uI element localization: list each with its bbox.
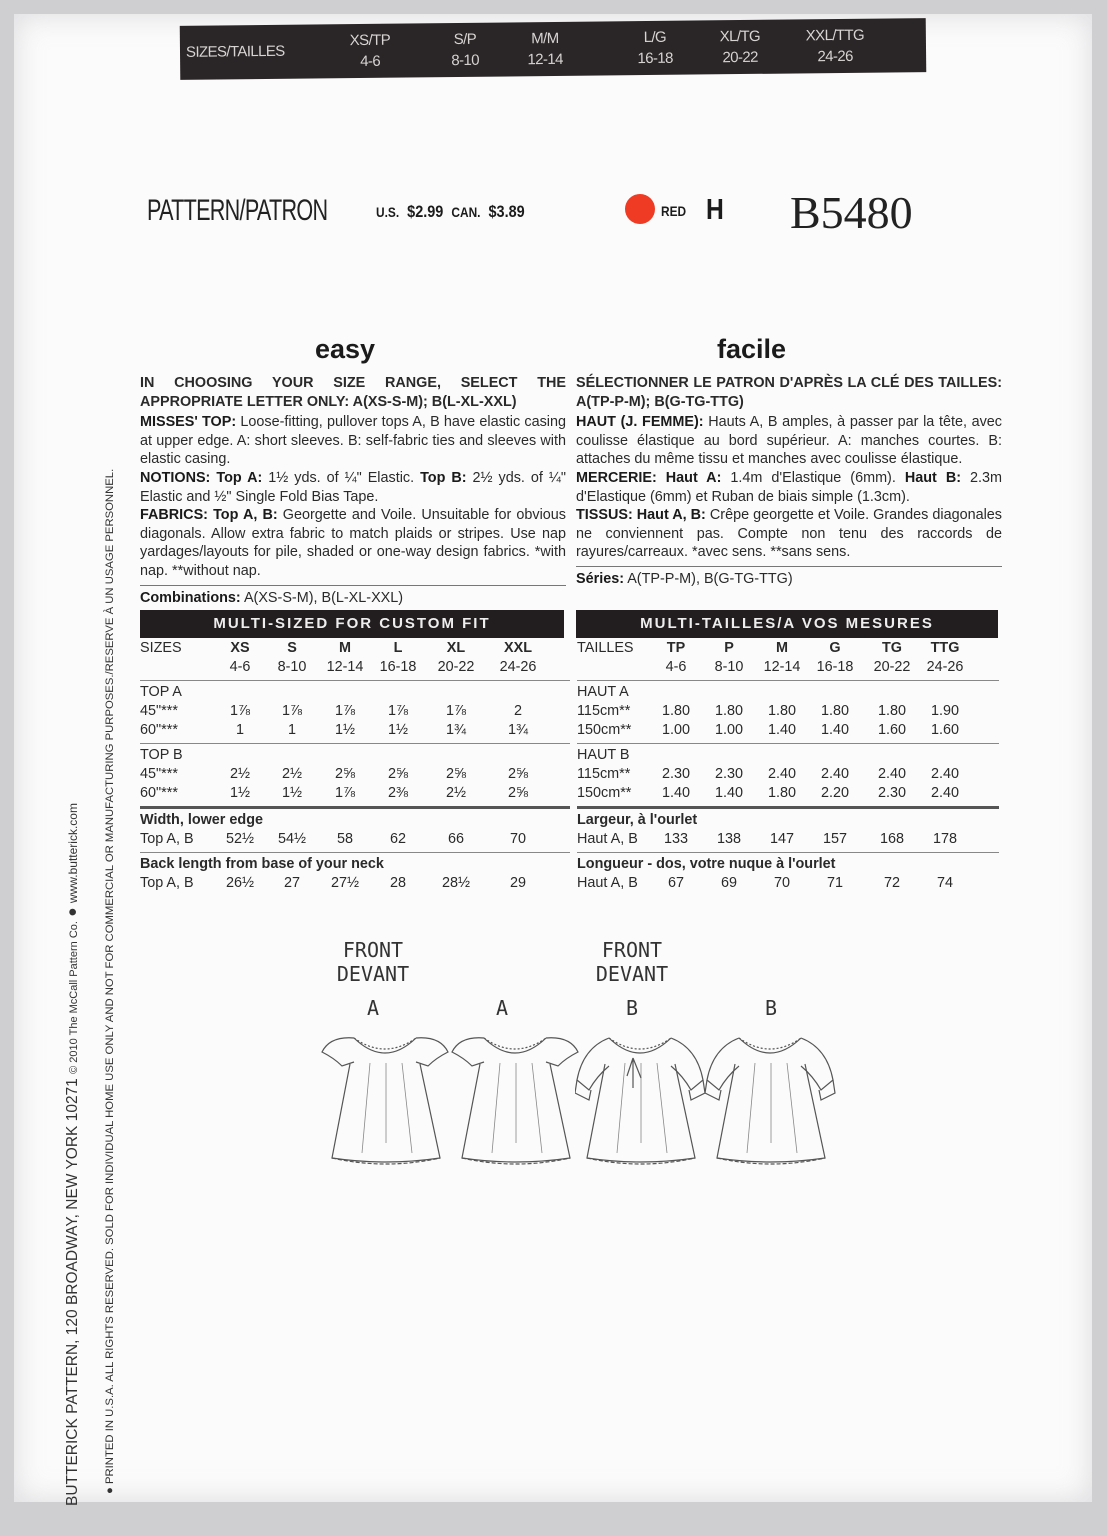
row-label: Longueur - dos, votre nuque à l'ourlet [577,856,836,872]
row-label: TOP B [140,747,183,763]
row-label: HAUT B [577,747,630,763]
table-cell: 2.20 [820,785,849,801]
table-row [140,875,570,894]
table-cell: 2 [513,703,522,719]
us-label: U.S. [376,204,400,220]
color-label: RED [661,203,687,219]
table-cell: 16-18 [816,659,854,675]
table-cell: 1½ [281,785,302,801]
table-cell: 58 [336,831,353,847]
garment-view-a-icon [450,1018,582,1173]
garment-illustrations [0,938,1107,1178]
size-bar-label: SIZES/TAILLES [185,42,285,61]
measure-title-row [140,812,570,831]
table-cell: XXL [504,640,532,656]
table-cell: 1.80 [714,703,743,719]
divider [140,680,570,681]
tissus-paragraph: TISSUS: Haut A, B: Crêpe georgette et Voile. Grandes diagonales ne conviennent pas. Compte non tenu des raccords de rayures/carreaux. *avec sens. **sans sens. [576,507,1002,561]
table-cell: 27 [283,875,300,891]
english-heading: easy [315,334,376,364]
row-label: 60"*** [140,722,178,738]
table-cell: 71 [826,875,843,891]
table-cell: 157 [822,831,847,847]
table-cell: 69 [720,875,737,891]
can-price: $3.89 [488,202,525,221]
group-title-row [140,747,570,766]
table-cell: 20-22 [437,659,475,675]
table-cell: M [339,640,351,656]
table-cell: 1⅞ [334,703,355,719]
table-cell: 1¾ [445,722,466,738]
table-cell: 2½ [229,766,250,782]
table-cell: S [287,640,297,656]
pattern-label: PATTERN/PATRON [147,194,328,227]
divider [140,852,570,853]
table-cell: 1.60 [930,722,959,738]
table-cell: 1½ [229,785,250,801]
table-cell: 20-22 [873,659,911,675]
table-cell: 2.40 [930,785,959,801]
row-label: 45"*** [140,703,178,719]
row-label: 115cm** [577,703,631,719]
row-label: 150cm** [577,722,632,738]
row-label: Top A, B [140,875,194,891]
english-table-title: MULTI-SIZED FOR CUSTOM FIT [140,610,564,638]
table-row [140,785,570,804]
table-cell: 8-10 [277,659,307,675]
table-cell: 1.40 [714,785,743,801]
table-cell: 1⅞ [229,703,250,719]
haut-paragraph: HAUT (J. FEMME): Hauts A, B amples, à passer par la tête, avec coulisse élastique au bord supérieur. A: manches courtes. B: attaches du même tissu et manches avec coulisse élastique. [576,414,1002,468]
table-row [140,766,570,785]
table-cell: 1.80 [767,703,796,719]
table-row [577,785,999,804]
french-heading: facile [717,334,787,364]
table-cell: 4-6 [229,659,251,675]
table-cell: 70 [773,875,790,891]
table-cell: 1.40 [767,722,796,738]
table-cell: 8-10 [714,659,744,675]
table-cell: 2½ [445,785,466,801]
divider [577,680,999,681]
us-price: $2.99 [407,202,444,221]
table-cell: 1.80 [820,703,849,719]
table-cell: P [724,640,734,656]
table-cell: 1¾ [507,722,528,738]
size-bar-column: XL/TG 20-22 [719,27,761,67]
table-cell: 2⅝ [387,766,408,782]
table-cell: 52½ [225,831,254,847]
table-cell: 1½ [387,722,408,738]
row-label: 150cm** [577,785,632,801]
size-header-row [140,640,570,659]
table-cell: 2.30 [877,785,906,801]
table-cell: XL [446,640,466,656]
table-cell: TP [666,640,686,656]
table-cell: 1.00 [661,722,690,738]
legal-notice: ● PRINTED IN U.S.A. ALL RIGHTS RESERVED. SOLD FOR INDIVIDUAL HOME USE ONLY AND NOT FOR COMMERCIAL OR MANUFACTURING PURPOSES./RESERVE À UN USAGE PERSONNEL. [104,468,116,1494]
row-label: SIZES [140,640,182,656]
row-label: 45"*** [140,766,178,782]
french-description [576,374,1002,589]
table-row [577,831,999,850]
mercerie-paragraph: MERCERIE: Haut A: 1.4m d'Elastique (6mm). Haut B: 2.3m d'Elastique (6mm) et Ruban de biais simple (1.3cm). [576,469,1002,505]
table-cell: 16-18 [379,659,417,675]
table-cell: 1.00 [714,722,743,738]
table-cell: 1.80 [767,785,796,801]
divider [140,806,570,809]
measure-title-row [577,856,999,875]
view-label: B [625,996,639,1020]
table-cell: 147 [769,831,794,847]
table-cell: 72 [883,875,900,891]
divider [140,585,566,586]
table-cell: 2.30 [661,766,690,782]
table-cell: 2½ [281,766,302,782]
table-cell: 2.40 [930,766,959,782]
row-label: Width, lower edge [140,812,263,828]
group-title-row [140,684,570,703]
front-label-a: FRONT DEVANT [336,938,410,986]
table-cell: 12-14 [326,659,364,675]
table-row [140,703,570,722]
table-cell: 1⅞ [281,703,302,719]
table-cell: 1.80 [877,703,906,719]
table-cell: TG [882,640,902,656]
table-cell: XS [230,640,250,656]
table-cell: 2⅜ [387,785,408,801]
table-cell: 1.40 [661,785,690,801]
size-header-row [577,640,999,659]
table-cell: 24-26 [926,659,964,675]
english-yardage-table [140,640,570,894]
table-cell: 1⅞ [387,703,408,719]
row-label: Haut A, B [577,875,638,891]
series: Séries: A(TP-P-M), B(G-TG-TTG) [576,570,793,587]
table-cell: 178 [932,831,957,847]
red-dot-icon [625,194,655,224]
price-code: H [706,194,724,226]
table-cell: 2.30 [714,766,743,782]
measure-title-row [140,856,570,875]
table-cell: 138 [716,831,741,847]
table-cell: 1⅞ [334,785,355,801]
table-cell: 2⅝ [445,766,466,782]
table-cell: 1.90 [930,703,959,719]
table-cell: 66 [447,831,464,847]
row-label: Largeur, à l'ourlet [577,812,698,828]
garment-view-b-icon [705,1018,837,1173]
table-cell: 133 [663,831,688,847]
table-cell: 2.40 [877,766,906,782]
divider [577,852,999,853]
table-cell: 27½ [330,875,359,891]
table-cell: 24-26 [499,659,537,675]
table-cell: 1.40 [820,722,849,738]
table-cell: M [776,640,788,656]
size-range-row [577,659,999,678]
table-cell: 2.40 [820,766,849,782]
table-row [140,831,570,850]
table-cell: 70 [509,831,526,847]
french-yardage-table [577,640,999,894]
table-cell: 1 [235,722,244,738]
pattern-number: B5480 [790,187,913,238]
size-bar-column: S/P 8-10 [451,30,480,70]
table-cell: 1 [287,722,296,738]
row-label: 60"*** [140,785,178,801]
row-label: HAUT A [577,684,629,700]
notions-paragraph: NOTIONS: Top A: 1½ yds. of ¼" Elastic. Top B: 2½ yds. of ¼" Elastic and ½" Single Fold Bias Tape. [140,469,566,505]
price [376,202,525,222]
garment-view-b-icon [575,1018,707,1173]
divider [576,566,1002,567]
view-label: B [764,996,778,1020]
view-label: A [495,996,509,1020]
size-bar [180,18,927,80]
french-table-title: MULTI-TAILLES/A VOS MESURES [576,610,998,638]
table-cell: 2⅝ [507,785,528,801]
english-intro: IN CHOOSING YOUR SIZE RANGE, SELECT THE APPROPRIATE LETTER ONLY: A(XS-S-M); B(L-XL-XXL) [140,375,566,410]
table-row [577,722,999,741]
french-intro: SÉLECTIONNER LE PATRON D'APRÈS LA CLÉ DES TAILLES: A(TP-P-M); B(G-TG-TTG) [576,375,1002,410]
table-cell: 12-14 [763,659,801,675]
publisher-info: BUTTERICK PATTERN, 120 BROADWAY, NEW YORK 10271 © 2010 The McCall Pattern Co. ● www.butterick.com [64,803,81,1506]
table-cell: 62 [389,831,406,847]
row-label: Back length from base of your neck [140,856,384,872]
table-cell: 29 [509,875,526,891]
table-cell: TTG [930,640,960,656]
table-cell: 2.40 [767,766,796,782]
table-row [577,875,999,894]
table-cell: 54½ [277,831,306,847]
table-cell: G [829,640,841,656]
fabrics-paragraph: FABRICS: Top A, B: Georgette and Voile. Unsuitable for obvious diagonals. Allow extra fabric to match plaids or stripes. Use nap yardages/layouts for pile, shaded or one-way design fabrics. *with nap. **without nap. [140,507,567,579]
size-range-row [140,659,570,678]
table-row [140,722,570,741]
table-cell: 74 [936,875,953,891]
table-cell: 1½ [334,722,355,738]
table-cell: 4-6 [665,659,687,675]
divider [577,806,999,809]
measure-title-row [577,812,999,831]
row-label: 115cm** [577,766,631,782]
front-label-b: FRONT DEVANT [595,938,669,986]
table-cell: 2⅝ [507,766,528,782]
table-cell: 28½ [441,875,470,891]
misses-top-paragraph: MISSES' TOP: Loose-fitting, pullover tops A, B have elastic casing at upper edge. A: short sleeves. B: self-fabric ties and sleeves with elastic casing. [140,414,566,468]
table-cell: 67 [667,875,684,891]
group-title-row [577,747,999,766]
divider [140,743,570,744]
row-label: TAILLES [577,640,634,656]
table-row [577,766,999,785]
size-bar-column: M/M 12-14 [527,29,563,69]
english-description [140,374,566,607]
table-cell: 28 [389,875,406,891]
group-title-row [577,684,999,703]
row-label: Haut A, B [577,831,638,847]
view-label: A [366,996,380,1020]
combinations: Combinations: A(XS-S-M), B(L-XL-XXL) [140,589,404,606]
garment-view-a-icon [320,1018,452,1173]
size-bar-column: XS/TP 4-6 [349,31,391,71]
row-label: TOP A [140,684,182,700]
table-cell: 1.60 [877,722,906,738]
row-label: Top A, B [140,831,194,847]
table-cell: 1⅞ [445,703,466,719]
can-label: CAN. [451,204,481,220]
table-cell: 2⅝ [334,766,355,782]
table-cell: 26½ [225,875,254,891]
table-cell: L [393,640,403,656]
table-row [577,703,999,722]
divider [577,743,999,744]
size-bar-column: L/G 16-18 [637,28,673,68]
size-bar-column: XXL/TTG 24-26 [805,26,865,66]
table-cell: 168 [879,831,904,847]
table-cell: 1.80 [661,703,690,719]
pattern-header [0,187,1107,240]
